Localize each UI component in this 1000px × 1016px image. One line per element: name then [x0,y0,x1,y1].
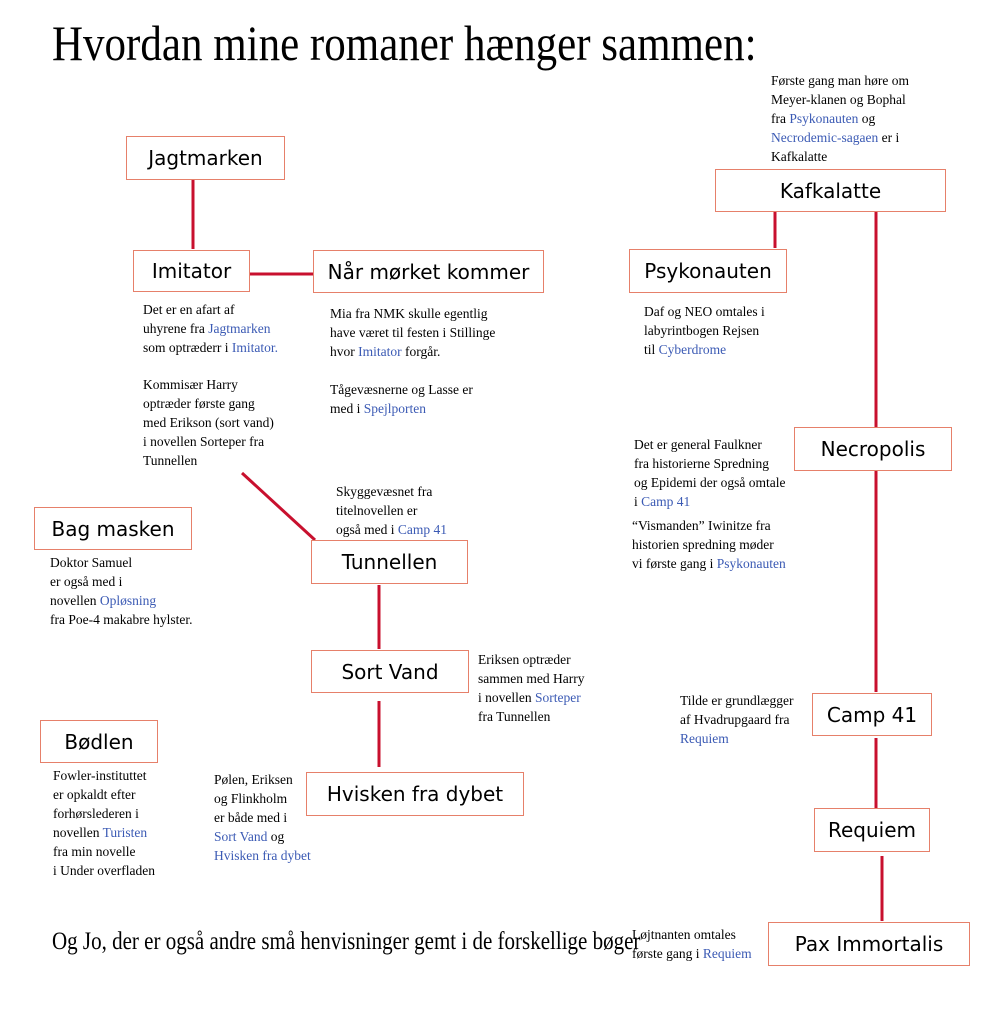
box-necropolis: Necropolis [794,427,952,471]
note-line [336,482,447,501]
note-text: og [858,111,876,126]
book-reference: Requiem [680,731,729,746]
book-reference: Spejlporten [363,401,426,416]
note-line [50,572,192,591]
note-text: i [634,494,642,509]
book-reference: Psykonauten [789,111,859,126]
note-text: fra [771,111,790,126]
note-line [143,338,278,357]
note-text: “Vismanden” Iwinitze fra [632,518,771,533]
note-line [214,770,311,789]
note-text: fra Poe-4 makabre hylster. [50,612,193,627]
note-text: Første gang man høre om [771,73,909,88]
note-text: sammen med Harry [478,671,585,686]
book-reference: Opløsning [99,593,157,608]
note-text: Fowler-instituttet [53,768,147,783]
note-line [644,302,765,321]
note-line [330,380,473,399]
note-text: labyrintbogen Rejsen [644,323,760,338]
note-text: er både med i [214,810,288,825]
note-text: første gang i [632,946,703,961]
note-line [632,944,752,963]
book-reference: Camp 41 [641,494,691,509]
note-line [680,691,794,710]
note-line [53,823,155,842]
note-line [53,766,155,785]
note-line [143,319,278,338]
box-pax-immortalis: Pax Immortalis [768,922,970,966]
note-text: have været til festen i Stillinge [330,325,496,340]
note-text: også med i [336,522,398,537]
note-text: Skyggevæsnet fra [336,484,433,499]
note-text: vi første gang i [632,556,717,571]
note-line [50,610,192,629]
book-reference: Requiem [702,946,752,961]
note-text: Mia fra NMK skulle egentlig [330,306,488,321]
note-line [143,432,274,451]
note-taage [330,380,473,418]
note-line [771,128,909,147]
note-line [143,451,274,470]
note-text: og Flinkholm [214,791,288,806]
book-reference: Imitator [358,344,402,359]
note-text: hvor [330,344,359,359]
note-text: fra historierne Spredning [634,456,769,471]
note-line [214,808,311,827]
note-kafkalatte [771,71,909,166]
book-reference: Sorteper [535,690,581,705]
note-line [644,340,765,359]
note-bag-masken [50,553,192,629]
note-naar-morket [330,304,495,361]
note-text: Doktor Samuel [50,555,133,570]
note-line [50,553,192,572]
note-line [143,375,274,394]
note-text: novellen [50,593,100,608]
note-line [330,342,495,361]
note-line [771,147,909,166]
note-line [143,394,274,413]
note-text: til [644,342,659,357]
note-line [330,399,473,418]
book-reference: Necrodemic-sagaen [771,130,879,145]
note-line [336,520,447,539]
box-camp-41: Camp 41 [812,693,932,736]
note-line [330,323,495,342]
connector-imitator-tunnellen [242,473,315,540]
note-text: er opkaldt efter [53,787,136,802]
note-text: fra Tunnellen [478,709,551,724]
note-text: Daf og NEO omtales i [644,304,765,319]
note-line [143,300,278,319]
note-harry [143,375,274,470]
box-hvisken-fra-dybet: Hvisken fra dybet [306,772,524,816]
note-line [214,827,311,846]
note-text: forgår. [401,344,441,359]
note-text: Tågevæsnerne og Lasse er [330,382,473,397]
note-text: Kommisær Harry [143,377,238,392]
note-line [50,591,192,610]
note-line [53,842,155,861]
note-line [214,789,311,808]
book-reference: Jagtmarken [208,321,271,336]
note-text: fra min novelle [53,844,136,859]
note-text: titelnovellen er [336,503,418,518]
note-line [634,435,785,454]
note-faulkner [634,435,785,511]
note-line [478,688,584,707]
note-line [478,707,584,726]
note-line [214,846,311,865]
box-kafkalatte: Kafkalatte [715,169,946,212]
note-text: Tilde er grundlægger [680,693,794,708]
note-text: Meyer-klanen og Bophal [771,92,906,107]
note-text: af Hvadrupgaard fra [680,712,790,727]
note-line [771,71,909,90]
note-line [53,785,155,804]
note-text: Det er general Faulkner [634,437,762,452]
note-text: optræder første gang [143,396,255,411]
book-reference: Cyberdrome [658,342,727,357]
book-reference: Turisten [102,825,148,840]
box-imitator: Imitator [133,250,250,292]
note-line [771,109,909,128]
note-line [53,804,155,823]
note-text: Det er en afart af [143,302,235,317]
note-line [634,454,785,473]
note-vismanden [632,516,786,573]
page-title: Hvordan mine romaner hænger sammen: [52,15,757,71]
note-text: og Epidemi der også omtale [634,475,786,490]
note-text: er også med i [50,574,123,589]
note-camp41 [680,691,794,748]
note-line [478,650,584,669]
box-bag-masken: Bag masken [34,507,192,550]
box-naar-morket-kommer: Når mørket kommer [313,250,544,293]
note-skygge [336,482,447,539]
note-text: novellen [53,825,103,840]
note-line [330,304,495,323]
book-reference: Imitator. [231,340,278,355]
note-imitator [143,300,278,357]
book-reference: Hvisken fra dybet [214,848,311,863]
note-text: forhørslederen i [53,806,139,821]
note-line [632,554,786,573]
note-line [336,501,447,520]
note-text: Løjtnanten omtales [632,927,736,942]
note-line [634,492,785,511]
note-psykonauten [644,302,765,359]
note-bodlen [53,766,155,880]
book-reference: Camp 41 [397,522,447,537]
note-text: i novellen Sorteper fra [143,434,265,449]
note-line [632,535,786,554]
note-line [680,710,794,729]
note-text: Kafkalatte [771,149,828,164]
book-reference: Psykonauten [716,556,786,571]
note-text: med Erikson (sort vand) [143,415,274,430]
note-sort-vand [478,650,584,726]
note-line [634,473,785,492]
book-reference: Sort Vand [214,829,268,844]
note-line [478,669,584,688]
note-line [143,413,274,432]
note-line [771,90,909,109]
note-hvisken [214,770,311,865]
box-requiem: Requiem [814,808,930,852]
box-jagtmarken: Jagtmarken [126,136,285,180]
note-text: Eriksen optræder [478,652,571,667]
box-bodlen: Bødlen [40,720,158,763]
note-text: og [267,829,285,844]
note-text: er i [878,130,900,145]
note-text: uhyrene fra [143,321,209,336]
note-line [632,925,752,944]
box-tunnellen: Tunnellen [311,540,468,584]
note-pax [632,925,752,963]
note-text: i Under overfladen [53,863,155,878]
note-text: i novellen [478,690,535,705]
footer-text: Og Jo, der er også andre små henvisninger gemt i de forskellige bøger [52,928,641,955]
box-sort-vand: Sort Vand [311,650,469,693]
note-text: historien spredning møder [632,537,774,552]
note-line [632,516,786,535]
note-text: Pølen, Eriksen [214,772,293,787]
note-line [53,861,155,880]
note-line [644,321,765,340]
note-text: Tunnellen [143,453,198,468]
box-psykonauten: Psykonauten [629,249,787,293]
note-text: med i [330,401,364,416]
note-text: som optræderr i [143,340,232,355]
note-line [680,729,794,748]
